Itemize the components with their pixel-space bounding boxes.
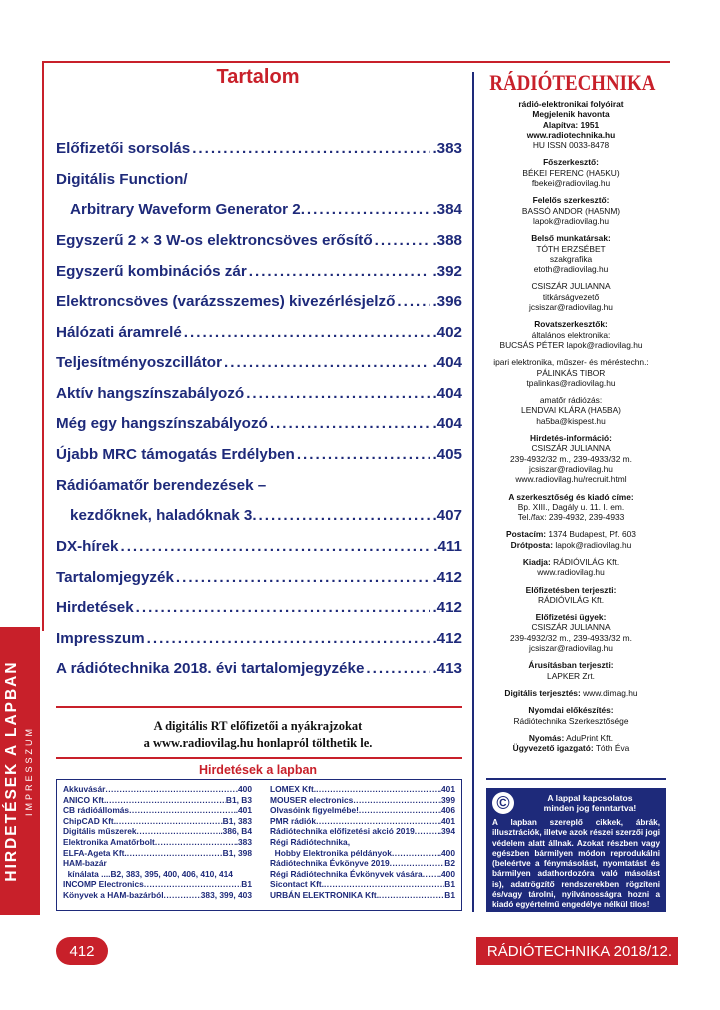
toc-entry-page: .383	[432, 140, 462, 157]
ad-entry-name: HAM-bazár	[63, 858, 107, 869]
toc-entry-title: Egyszerű kombinációs zár	[56, 263, 247, 280]
side-tab-subtitle: IMPRESSZUM	[24, 726, 34, 817]
toc-entry-page: .412	[432, 569, 462, 586]
ad-entry-pages: .383	[235, 836, 252, 847]
staff-role: szakgrafika	[549, 253, 593, 264]
toc-entry-title: Aktív hangszínszabályozó	[56, 385, 245, 402]
ad-entry-name: Rádiótechnika előfizetési akció 2019	[270, 826, 415, 837]
toc-entry-page: .384	[432, 201, 462, 218]
column-editor-line: általános elektronika:	[531, 329, 611, 340]
toc-entry-title: Rádióamatőr berendezések –	[56, 477, 267, 494]
ad-leader	[137, 826, 221, 837]
ad-leader	[144, 879, 241, 890]
toc-leader	[259, 507, 431, 524]
ad-entry	[270, 784, 455, 795]
column-editor-line: ipari elektronika, műszer- és méréstechn.:	[493, 357, 649, 368]
ad-entry	[63, 837, 252, 848]
toc-entry-page: .405	[432, 446, 462, 463]
toc-leader	[147, 630, 431, 647]
digital-label: Digitális terjesztés:	[504, 687, 581, 698]
ad-entry-pages: .401	[438, 784, 455, 794]
ad-leader	[116, 816, 223, 827]
staff-name: TÓTH ERZSÉBET	[536, 243, 606, 254]
toc-entry	[56, 477, 462, 494]
chief-name: BÉKEI FERENC (HA5KU)	[522, 167, 620, 178]
toc-entry-title: Egyszerű 2 × 3 W-os elektroncsöves erősítő	[56, 232, 373, 249]
toc-entry	[56, 569, 462, 586]
toc-entry-title: Impresszum	[56, 630, 145, 647]
toc-entry-page: .413	[432, 660, 462, 677]
ad-leader	[316, 784, 439, 795]
copyright-title-line: A lappal kapcsolatos	[547, 793, 633, 803]
ad-leader	[106, 795, 226, 806]
ads-right-column	[270, 784, 455, 901]
toc-entry-title: Teljesítményoszcillátor	[56, 354, 222, 371]
toc-entry-title: Előfizetői sorsolás	[56, 140, 191, 157]
ad-leader	[379, 890, 444, 901]
ad-entry	[63, 858, 252, 869]
column-editors-label: Rovatszerkesztők:	[534, 319, 608, 330]
ad-entry-name: Sicontact Kft.	[270, 879, 324, 890]
toc-entry	[56, 630, 462, 647]
ad-leader	[353, 795, 438, 806]
toc-leader	[120, 538, 431, 555]
toc-entry-page: .392	[432, 263, 462, 280]
toc-leader	[366, 660, 430, 677]
ad-entry	[270, 848, 455, 859]
staff-label: Belső munkatársak:	[531, 233, 611, 244]
copyright-text: A lapban szereplő cikkek, ábrák, illusztrációk, illetve azok részei szerzői jogi védelem alatt állnak. Azokat részben vagy egészben bármilyen módon reprodukálni (beleértve a fénymásolást, nyomtatást és bármilyen adathordozóra való másolást is), adatrögzítő rendszerekben rögzíteni és/vagy tárolni, nyilvánosságra hozni a kiadó egyértelmű engedélye nélkül tilos!	[492, 818, 660, 910]
ad-entry-name: Rádiótechnika Évkönyve 2019	[270, 858, 390, 869]
ad-entry-pages: .406	[438, 805, 455, 816]
ad-leader	[392, 848, 439, 859]
resp-label: Felelős szerkesztő:	[532, 195, 610, 206]
toc-entry	[56, 232, 462, 249]
ad-leader	[324, 879, 444, 890]
download-note-line1: A digitális RT előfizetői a nyákrajzokat	[153, 719, 363, 733]
email-label: Drótposta:	[510, 539, 553, 550]
ad-entry-pages: B1, 383	[222, 815, 252, 826]
ad-entry-pages: .399	[438, 794, 455, 805]
ad-entry	[63, 805, 252, 816]
toc-leader	[192, 140, 430, 157]
column-editor-line: PÁLINKÁS TIBOR	[536, 367, 606, 378]
column-editor-line: tpalinkas@radiovilag.hu	[526, 377, 616, 388]
download-note-line2: a www.radiovilag.hu honlapról tölthetik le.	[143, 736, 373, 750]
toc-entry	[56, 324, 462, 341]
copyright-icon: ©	[492, 792, 514, 814]
toc-entry	[56, 660, 462, 677]
ad-entry-pages: 383, 399, 403	[200, 889, 252, 900]
printer: AduPrint Kft.	[566, 732, 614, 743]
ad-leader	[105, 784, 235, 795]
ad-entry-name: Régi Rádiótechnika Évkönyvek vására	[270, 868, 423, 879]
ad-entry	[270, 879, 455, 890]
ad-entry-pages: B1	[444, 889, 455, 900]
ad-entry-name: URBÁN ELEKTRONIKA Kft.	[270, 889, 380, 900]
ceo-label: Ügyvezető igazgató:	[512, 743, 594, 754]
toc-entry	[56, 293, 462, 310]
prepress: Rádiótechnika Szerkesztősége	[513, 715, 629, 726]
ad-leader	[164, 890, 201, 901]
side-tab	[0, 627, 40, 915]
ad-entry-name: Olvasóink figyelmébe!	[270, 805, 359, 816]
ad-leader	[127, 848, 223, 859]
toc-entry	[56, 385, 462, 402]
ad-entry	[270, 869, 455, 880]
toc-entry	[56, 354, 462, 371]
ad-leader	[155, 837, 236, 848]
ad-leader	[316, 816, 439, 827]
intro-line: Megjelenik havonta	[532, 109, 610, 120]
chief-label: Főszerkesztő:	[543, 157, 599, 168]
postal-address: 1374 Budapest, Pf. 603	[548, 529, 636, 540]
toc-entry-page: .388	[432, 232, 462, 249]
toc-entry	[56, 538, 462, 555]
ads-left-column	[63, 784, 252, 901]
ad-entry-pages: .400	[235, 784, 252, 794]
ad-entry-name: Akkuvásár	[63, 784, 106, 794]
toc-entry-title: Tartalomjegyzék	[56, 569, 174, 586]
ad-leader	[359, 805, 439, 816]
publisher-web: www.radiovilag.hu	[537, 567, 605, 578]
frame-left-line	[42, 61, 44, 631]
toc-entry-page: .402	[432, 324, 462, 341]
ad-entry-pages: B1, B3	[225, 794, 252, 805]
toc-entry-page: .404	[432, 354, 462, 371]
ad-leader	[390, 858, 445, 869]
subscriptions-label: Előfizetési ügyek:	[535, 612, 607, 623]
toc-leader	[249, 263, 431, 280]
side-tab-title: HIRDETÉSEK A LAPBAN	[3, 660, 20, 882]
staff-name: CSISZÁR JULIANNA	[531, 281, 611, 292]
toc-entry-title: Még egy hangszínszabályozó	[56, 415, 268, 432]
office-label: A szerkesztőség és kiadó címe:	[508, 491, 634, 502]
ad-entry	[270, 837, 455, 848]
retail-dist: LAPKER Zrt.	[547, 670, 595, 681]
toc-leader	[270, 415, 431, 432]
staff-email: jcsiszar@radiovilag.hu	[529, 302, 613, 313]
ad-entry-pages: .386, B4	[220, 826, 252, 837]
ad-leader	[415, 826, 439, 837]
issue-label: RÁDIÓTECHNIKA 2018/12.	[486, 942, 672, 960]
ad-entry-name: MOUSER electronics	[270, 794, 354, 805]
ad-info-line: www.radiovilag.hu/recruit.html	[515, 474, 627, 485]
toc-entry-page: .411	[433, 538, 462, 555]
ad-entry-name: Digitális műszerek	[63, 826, 137, 837]
ad-entry-pages: .401	[438, 815, 455, 826]
publisher-label: Kiadja:	[522, 556, 551, 567]
subscriptions-line: CSISZÁR JULIANNA	[531, 622, 611, 633]
ad-entry-pages: .400	[438, 847, 455, 858]
ad-entry-pages: B2	[444, 858, 455, 869]
copyright-title	[520, 793, 660, 813]
postal-label: Postacím:	[506, 529, 547, 540]
toc-entry-title: DX-hírek	[56, 538, 119, 555]
toc-entry-title: A rádiótechnika 2018. évi tartalomjegyzéke	[56, 660, 365, 677]
ad-entry	[270, 816, 455, 827]
ad-entry-name: Könyvek a HAM-bazárból	[63, 889, 164, 900]
toc-entry-page: .404	[432, 385, 462, 402]
ad-entry	[270, 826, 455, 837]
ad-entry-name: kínálata ....B2, 383, 395, 400, 406, 410, 414	[63, 868, 233, 879]
ad-entry-pages: B1, 398	[222, 847, 252, 858]
ad-entry-pages: .400	[438, 868, 455, 879]
toc-entry-page: .407	[432, 507, 462, 524]
toc-entry	[56, 263, 462, 280]
ad-entry	[63, 816, 252, 827]
ad-entry-name: LOMEX Kft.	[270, 784, 317, 794]
toc-entry-title: Hálózati áramrelé	[56, 324, 182, 341]
ad-entry-pages: B1	[241, 879, 252, 890]
prepress-label: Nyomdai előkészítés:	[528, 705, 614, 716]
ad-entry	[270, 858, 455, 869]
ad-entry-name: PMR rádiók	[270, 815, 317, 826]
ad-entry-name: Elektronika Amatőrbolt	[63, 836, 155, 847]
intro-line: HU ISSN 0033-8478	[532, 140, 610, 151]
office-line: Bp. XIII., Dagály u. 11. I. em.	[517, 501, 625, 512]
toc-leader	[375, 232, 431, 249]
email-address: lapok@radiovilag.hu	[555, 539, 632, 550]
ad-entry	[63, 795, 252, 806]
retail-label: Árusításban terjeszti:	[528, 660, 614, 671]
toc-entry-title: Hirdetések	[56, 599, 134, 616]
ad-entry-name: INCOMP Electronics	[63, 879, 144, 890]
ad-info-line: CSISZÁR JULIANNA	[531, 443, 611, 454]
column-editor-line: BUCSÁS PÉTER lapok@radiovilag.hu	[499, 339, 643, 350]
right-rule	[486, 778, 666, 780]
toc-entry-title: Digitális Function/	[56, 171, 188, 188]
intro-line: www.radiotechnika.hu	[526, 129, 616, 140]
subscription-dist-label: Előfizetésben terjeszti:	[525, 584, 617, 595]
subscription-dist: RÁDIÓVILÁG Kft.	[537, 594, 605, 605]
toc-entry-title: Arbitrary Waveform Generator 2.	[70, 201, 305, 218]
ad-entry-pages: .394	[438, 826, 455, 837]
toc-leader	[246, 385, 430, 402]
print-label: Nyomás:	[528, 732, 565, 743]
toc-entry	[56, 415, 462, 432]
impressum	[476, 99, 666, 760]
toc-title: Tartalom	[216, 66, 300, 88]
toc-entry	[56, 140, 462, 157]
ad-entry-pages: B1	[444, 879, 455, 890]
ad-entry-name: ELFA-Ageta Kft.	[63, 847, 127, 858]
toc-entry-page: .412	[432, 630, 462, 647]
ads-title: Hirdetések a lapban	[198, 763, 318, 777]
toc-leader	[297, 446, 431, 463]
ad-entry	[63, 869, 252, 880]
toc-leader	[184, 324, 431, 341]
column-editor-line: ha5ba@kispest.hu	[536, 415, 606, 426]
ad-entry-name: Hobby Elektronika példányok	[270, 847, 392, 858]
column-editor-line: LENDVAI KLÁRA (HA5BA)	[521, 405, 621, 416]
staff-email: etoth@radiovilag.hu	[533, 264, 609, 275]
ad-entry	[63, 826, 252, 837]
ad-info-label: Hirdetés-információ:	[530, 433, 612, 444]
intro-line: Alapítva: 1951	[542, 119, 600, 130]
toc-entry-page: .396	[432, 293, 462, 310]
ad-entry	[270, 805, 455, 816]
ad-entry	[63, 848, 252, 859]
toc-entry	[56, 446, 462, 463]
toc-leader	[307, 201, 431, 218]
chief-email: fbekei@radiovilag.hu	[531, 178, 611, 189]
magazine-logo: RÁDIÓTECHNIKA	[489, 70, 656, 95]
toc-entry-title: Újabb MRC támogatás Erdélyben	[56, 446, 295, 463]
ad-info-line: jcsiszar@radiovilag.hu	[529, 463, 613, 474]
copyright-box	[486, 788, 666, 912]
ad-entry-pages: .401	[235, 805, 252, 816]
staff-role: titkárságvezető	[542, 291, 600, 302]
ad-entry	[63, 879, 252, 890]
toc-leader	[176, 569, 431, 586]
page-number: 412	[56, 937, 108, 965]
toc-leader	[136, 599, 431, 616]
ad-entry-name: ChipCAD Kft.	[63, 815, 117, 826]
column-divider	[472, 72, 474, 912]
download-note	[44, 718, 472, 752]
intro-line: rádió-elektronikai folyóirat	[518, 99, 624, 109]
toc-entry-page: .404	[432, 415, 462, 432]
ad-entry-name: Régi Rádiótechnika,	[270, 836, 351, 847]
subscriptions-line: 239-4932/32 m., 239-4933/32 m.	[510, 632, 632, 643]
office-line: Tel./fax: 239-4932, 239-4933	[517, 512, 625, 523]
ads-box	[56, 779, 462, 911]
ceo: Tóth Éva	[595, 743, 630, 754]
ad-entry	[270, 890, 455, 901]
toc-bottom-rule	[56, 706, 462, 708]
ad-entry	[270, 795, 455, 806]
ad-entry	[63, 784, 252, 795]
ads-top-rule	[56, 757, 462, 759]
digital-dist: www.dimag.hu	[583, 687, 638, 698]
frame-top-line	[42, 61, 670, 63]
toc-entry-title: Elektroncsöves (varázsszemes) kivezérlésjelző	[56, 293, 396, 310]
ad-entry	[63, 890, 252, 901]
toc-entry	[70, 201, 462, 218]
copyright-title-line: minden jog fenntartva!	[543, 803, 637, 813]
toc-entry-page: .412	[432, 599, 462, 616]
toc-entry	[70, 507, 462, 524]
toc-leader	[224, 354, 430, 371]
ad-leader	[423, 869, 439, 880]
toc-entry	[56, 171, 462, 188]
ad-entry-name: ANICO Kft.	[63, 794, 107, 805]
resp-name: BASSÓ ANDOR (HA5NM)	[521, 205, 621, 216]
resp-email: lapok@radiovilag.hu	[532, 215, 609, 226]
toc-leader	[397, 293, 430, 310]
toc-entry	[56, 599, 462, 616]
subscriptions-line: jcsiszar@radiovilag.hu	[529, 643, 613, 654]
ad-info-line: 239-4932/32 m., 239-4933/32 m.	[510, 453, 632, 464]
publisher-name: RÁDIÓVILÁG Kft.	[553, 556, 620, 567]
ad-leader	[129, 805, 236, 816]
column-editor-line: amatőr rádiózás:	[539, 395, 603, 406]
toc-entry-title: kezdőknek, haladóknak 3.	[70, 507, 257, 524]
ad-entry-name: CB rádióállomás	[63, 805, 130, 816]
